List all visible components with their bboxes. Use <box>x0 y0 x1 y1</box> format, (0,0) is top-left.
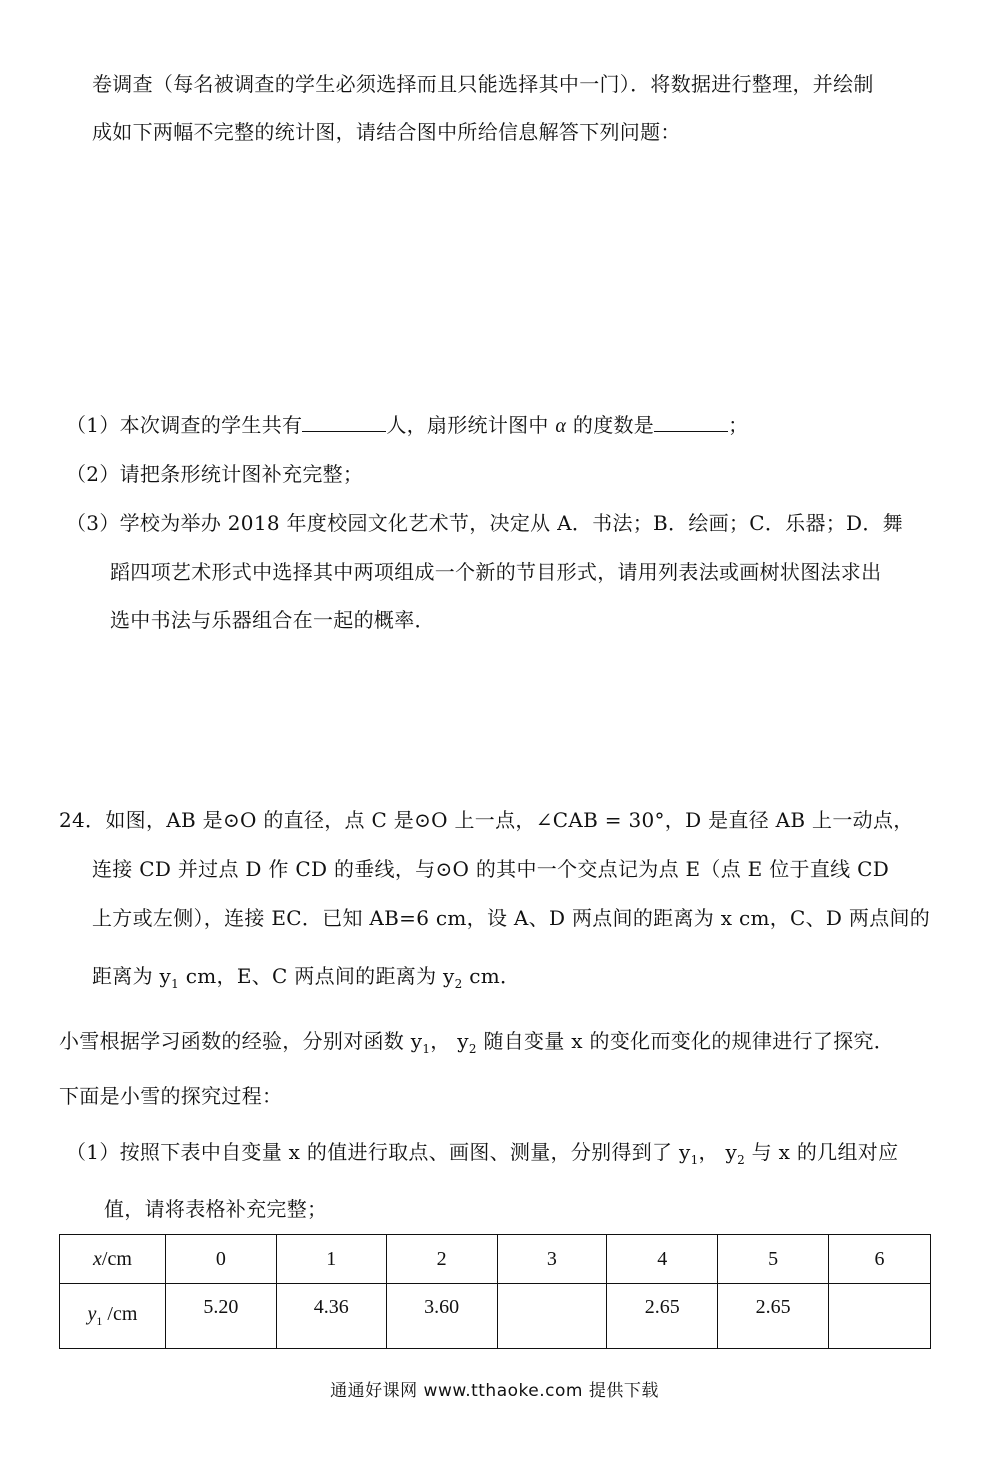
y1-subscript: 1 <box>422 1042 431 1056</box>
table-row-y1 <box>60 1284 931 1349</box>
q23-part3-line-3: 选中书法与乐器组合在一起的概率． <box>110 608 435 632</box>
q24-line-3: 上方或左侧），连接 EC．已知 AB=6 cm，设 A、D 两点间的距离为 x cm，C、D 两点间的 <box>92 906 931 930</box>
table-cell: 2.65 <box>607 1284 718 1349</box>
q24-line-6: 下面是小雪的探究过程： <box>59 1084 283 1108</box>
table-cell: 4.36 <box>276 1284 386 1349</box>
q24-line-5 <box>59 1026 894 1064</box>
table-cell: 5 <box>718 1235 829 1284</box>
q24-line-5-b: ， y <box>430 1029 469 1053</box>
alpha-symbol: α <box>555 415 567 437</box>
table-cell: 2 <box>386 1235 497 1284</box>
table-cell: 6 <box>829 1235 931 1284</box>
table-cell: 1 <box>276 1235 386 1284</box>
q24-line-7-a: （1）按照下表中自变量 x 的值进行取点、画图、测量，分别得到了 y <box>66 1140 691 1164</box>
q24-line-4-a: 距离为 y <box>92 964 172 988</box>
q23-part3-line-2: 蹈四项艺术形式中选择其中两项组成一个新的节目形式，请用列表法或画树状图法求出 <box>110 560 882 584</box>
value-table <box>59 1234 931 1349</box>
q24-line-2: 连接 CD 并过点 D 作 CD 的垂线，与⊙O 的其中一个交点记为点 E（点 E 位于直线 CD <box>92 857 890 881</box>
table-cell: $y_1$ /cm <box>60 1284 166 1349</box>
table-row-x <box>60 1235 931 1284</box>
answer-blank-count <box>302 411 386 432</box>
answer-blank-angle <box>654 411 728 432</box>
q24-line-7-b: ， y <box>698 1140 738 1164</box>
table-cell-empty <box>829 1284 931 1349</box>
table-cell: 2.65 <box>718 1284 829 1349</box>
table-cell: 5.20 <box>165 1284 276 1349</box>
q23-part1-text-a: （1）本次调查的学生共有 <box>66 413 303 437</box>
q24-line-4-b: cm，E、C 两点间的距离为 y <box>179 964 455 988</box>
y1-subscript: 1 <box>171 977 180 991</box>
table-cell: 3 <box>497 1235 607 1284</box>
table-cell: x/cm <box>60 1235 166 1284</box>
q24-line-1: 24．如图，AB 是⊙O 的直径，点 C 是⊙O 上一点，∠CAB = 30°，D 是直径 AB 上一动点， <box>59 808 914 832</box>
q23-part3-line-1: （3）学校为举办 2018 年度校园文化艺术节，决定从 A．书法；B．绘画；C．乐器；D．舞 <box>66 511 903 535</box>
table-cell: 3.60 <box>386 1284 497 1349</box>
footer: 通通好课网 www.tthaoke.com 提供下载 <box>330 1381 659 1401</box>
q24-line-4-c: cm． <box>462 964 521 988</box>
q24-line-8: 值，请将表格补充完整； <box>104 1197 328 1221</box>
intro-line-1: 卷调查（每名被调查的学生必须选择而且只能选择其中一门）．将数据进行整理，并绘制 <box>92 72 874 96</box>
table-cell-empty <box>497 1284 607 1349</box>
q23-part1 <box>66 410 748 441</box>
q24-line-5-a: 小雪根据学习函数的经验，分别对函数 y <box>59 1029 423 1053</box>
table-cell: 4 <box>607 1235 718 1284</box>
q24-line-5-c: 随自变量 x 的变化而变化的规律进行了探究． <box>476 1029 895 1053</box>
y1-subscript: 1 <box>690 1153 699 1167</box>
q24-line-4 <box>92 961 520 999</box>
q23-part1-text-d: ； <box>728 413 749 437</box>
q23-part1-text-c: 的度数是 <box>572 413 655 437</box>
y2-subscript: 2 <box>468 1042 477 1056</box>
q23-part1-text-b: 人，扇形统计图中 <box>386 413 549 437</box>
q24-line-7 <box>66 1137 898 1175</box>
y2-subscript: 2 <box>737 1153 746 1167</box>
table-cell: 0 <box>165 1235 276 1284</box>
q23-part2: （2）请把条形统计图补充完整； <box>66 462 364 486</box>
y2-subscript: 2 <box>454 977 463 991</box>
intro-line-2: 成如下两幅不完整的统计图，请结合图中所给信息解答下列问题： <box>92 120 681 144</box>
q24-line-7-c: 与 x 的几组对应 <box>745 1140 899 1164</box>
